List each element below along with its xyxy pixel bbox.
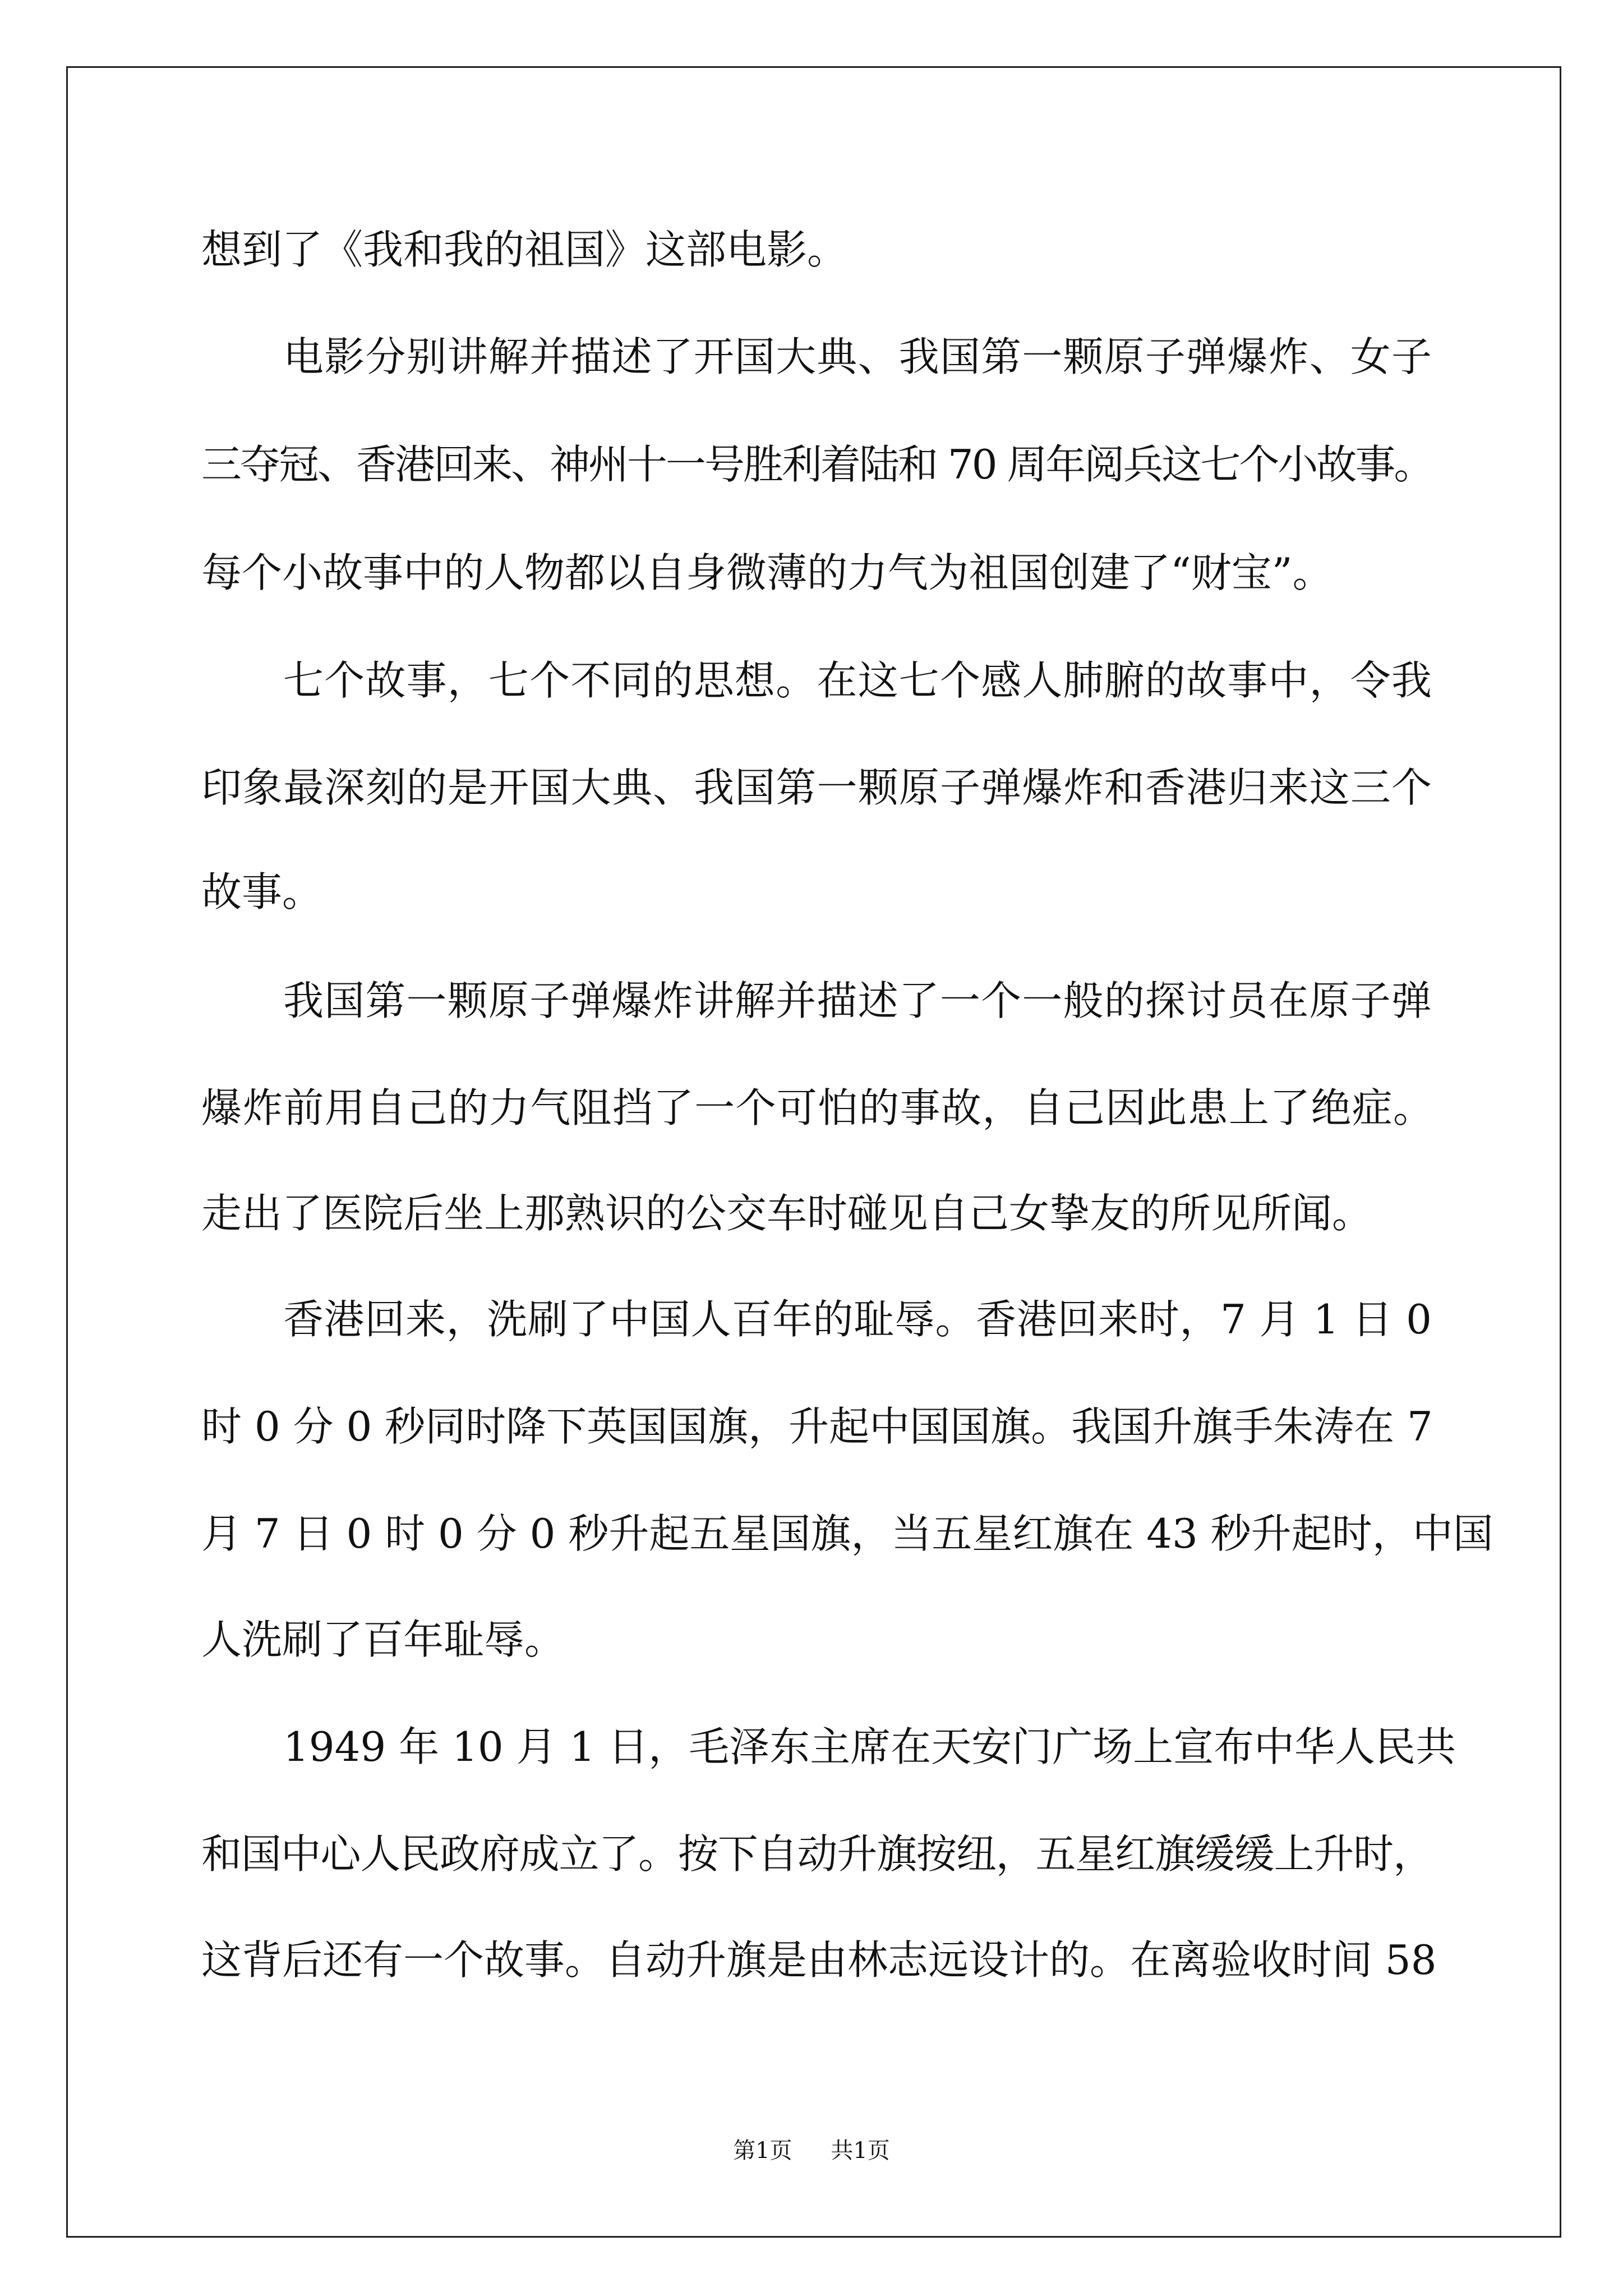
text-line: 和国中心人民政府成立了。按下自动升旗按纽，五星红旗缓缓上升时， [201, 1830, 1432, 1878]
page-total: 共1页 [831, 2138, 890, 2164]
text-line: 七个故事，七个不同的思想。在这七个感人肺腑的故事中，令我 [283, 657, 1432, 704]
text-line: 这背后还有一个故事。自动升旗是由林志远设计的。在离验收时间 58 [201, 1936, 1437, 1984]
text-line: 我国第一颗原子弹爆炸讲解并描述了一个一般的探讨员在原子弹 [283, 977, 1432, 1024]
text-line: 时 0 分 0 秒同时降下英国国旗，升起中国国旗。我国升旗手朱涛在 7 [201, 1403, 1433, 1450]
text-line: 每个小故事中的人物都以自身微薄的力气为祖国创建了“财宝”。 [201, 549, 1333, 596]
text-line: 人洗刷了百年耻辱。 [201, 1616, 565, 1663]
text-line: 香港回来，洗刷了中国人百年的耻辱。香港回来时，7 月 1 日 0 [283, 1296, 1432, 1343]
text-line: 月 7 日 0 时 0 分 0 秒升起五星国旗，当五星红旗在 43 秒升起时，中国 [201, 1510, 1493, 1557]
text-line: 爆炸前用自己的力气阻挡了一个可怕的事故，自己因此患上了绝症。 [201, 1084, 1432, 1131]
text-line: 故事。 [201, 868, 323, 915]
text-line: 走出了医院后坐上那熟识的公交车时碰见自己女挚友的所见所闻。 [201, 1190, 1373, 1237]
text-line: 电影分别讲解并描述了开国大典、我国第一颗原子弹爆炸、女子 [283, 333, 1432, 380]
page-footer [0, 2136, 1623, 2165]
text-line: 印象最深刻的是开国大典、我国第一颗原子弹爆炸和香港归来这三个 [201, 764, 1432, 811]
page-border [66, 66, 1561, 2238]
text-line: 1949 年 10 月 1 日，毛泽东主席在天安门广场上宣布中华人民共 [283, 1723, 1456, 1770]
page-number: 第1页 [733, 2138, 792, 2164]
text-line: 三夺冠、香港回来、神州十一号胜利着陆和 70 周年阅兵这七个小故事。 [201, 441, 1433, 488]
text-line: 想到了《我和我的祖国》这部电影。 [201, 226, 848, 273]
